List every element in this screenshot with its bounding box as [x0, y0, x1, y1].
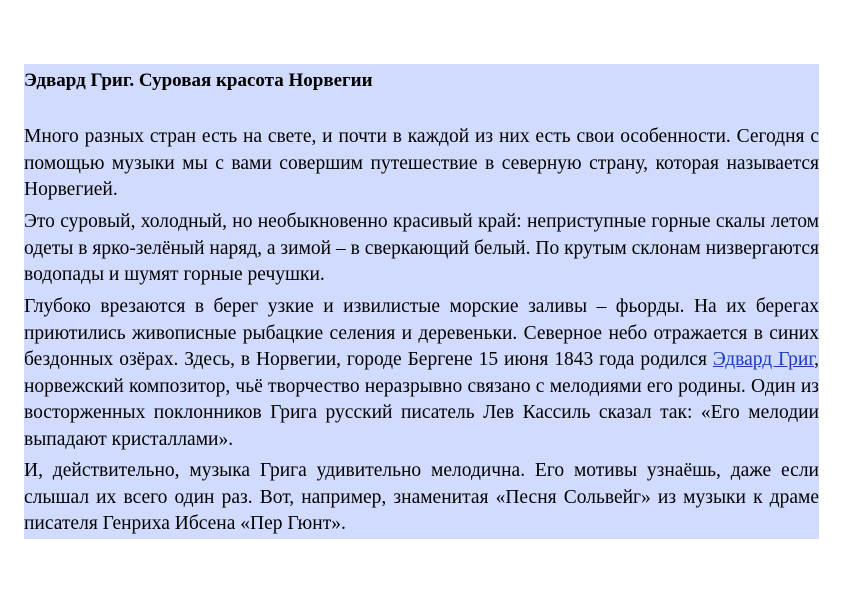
- paragraph-music: И, действительно, музыка Грига удивительно мелодична. Его мотивы узнаёшь, даже если слышал их всего один раз. Вот, например, знаменитая «Песня Сольвейг» из музыки к драме писателя Генриха Ибсена «Пер Гюнт».: [24, 460, 819, 535]
- paragraph-biography-end: , норвежский композитор, чьё творчество неразрывно связано с мелодиями его родины. Один из восторженных поклонников Грига русский писатель Лев Кассиль сказал так: «Его мелодии выпадают кристаллами».: [24, 349, 819, 450]
- paragraph-landscape: Это суровый, холодный, но необыкновенно красивый край: неприступные горные скалы летом одеты в ярко-зелёный наряд, а зимой – в сверкающий белый. По крутым склонам низвергаются водопады и шумят горные речушки.: [24, 211, 819, 286]
- paragraph-biography-start: Глубоко врезаются в берег узкие и извилистые морские заливы – фьорды. На их берегах приютились живописные рыбацкие селения и деревеньки. Северное небо отражается в синих бездонных озёрах. Здесь, в Норвегии, городе Бергене 15 июня 1843 года родился: [24, 296, 819, 371]
- paragraph-biography: [24, 294, 819, 454]
- grieg-link[interactable]: Эдвард Григ: [712, 349, 815, 371]
- paragraph-intro: Много разных стран есть на свете, и почти в каждой из них есть свои особенности. Сегодня с помощью музыки мы с вами совершим путешествие в северную страну, которая называется Норвегией.: [24, 126, 819, 201]
- document-title: Эдвард Григ. Суровая красота Норвегии: [24, 70, 373, 91]
